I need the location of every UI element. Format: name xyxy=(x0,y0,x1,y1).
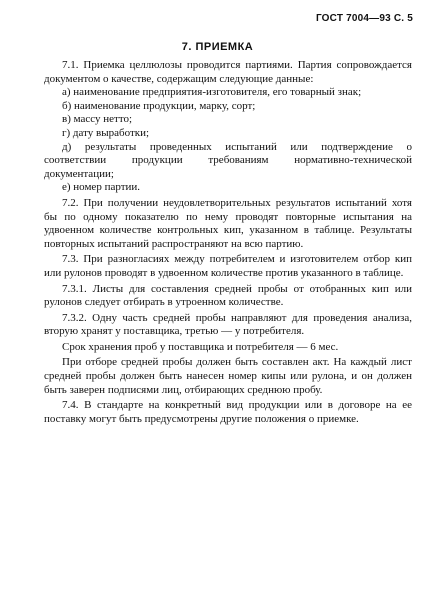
page-header: ГОСТ 7004—93 С. 5 xyxy=(315,13,413,24)
list-item-b: б) наименование продукции, марку, сорт; xyxy=(62,99,256,112)
list-item-v: в) массу нетто; xyxy=(62,113,133,126)
paragraph-7-1: 7.1. Приемка целлюлозы проводится партиями. Партия сопровождается документом о качестве, содержащим следующие данные: xyxy=(44,59,412,85)
paragraph-7-2: 7.2. При получении неудовлетворительных результатов испытаний хотя бы по одному показателю по нему проводят повторные испытания на удвоенном количестве контрольных кип, указанном в таблице. Результаты повторных испытаний распространяют на всю партию. xyxy=(44,196,412,250)
list-item-a: а) наименование предприятия-изготовителя, его товарный знак; xyxy=(62,86,362,99)
list-item-e: е) номер партии. xyxy=(62,181,141,194)
list-item-g: г) дату выработки; xyxy=(62,126,150,139)
section-title: 7. ПРИЕМКА xyxy=(181,41,254,53)
paragraph-storage-period: Срок хранения проб у поставщика и потребителя — 6 мес. xyxy=(62,340,339,353)
paragraph-7-3: 7.3. При разногласиях между потребителем и изготовителем отбор кип или рулонов проводят в удвоенном количестве против указанного в таблице. xyxy=(44,253,412,279)
paragraph-7-3-1: 7.3.1. Листы для составления средней пробы от отобранных кип или рулонов следует отбирать в утроенном количестве. xyxy=(44,282,412,309)
list-item-d: д) результаты проведенных испытаний или подтверждение о соответствии продукции требованиям нормативно-технической документации; xyxy=(44,140,412,180)
section-body xyxy=(44,59,412,426)
paragraph-sampling-act: При отборе средней пробы должен быть составлен акт. На каждый лист средней пробы должен быть нанесен номер кипы или рулона, и он должен быть заверен подписями лиц, отбирающих среднюю пробу. xyxy=(44,356,412,396)
paragraph-7-3-2: 7.3.2. Одну часть средней пробы направляют для проведения анализа, вторую хранят у поставщика, третью — у потребителя. xyxy=(44,311,412,338)
paragraph-7-4: 7.4. В стандарте на конкретный вид продукции или в договоре на ее поставку могут быть предусмотрены другие положения о приемке. xyxy=(44,399,412,425)
